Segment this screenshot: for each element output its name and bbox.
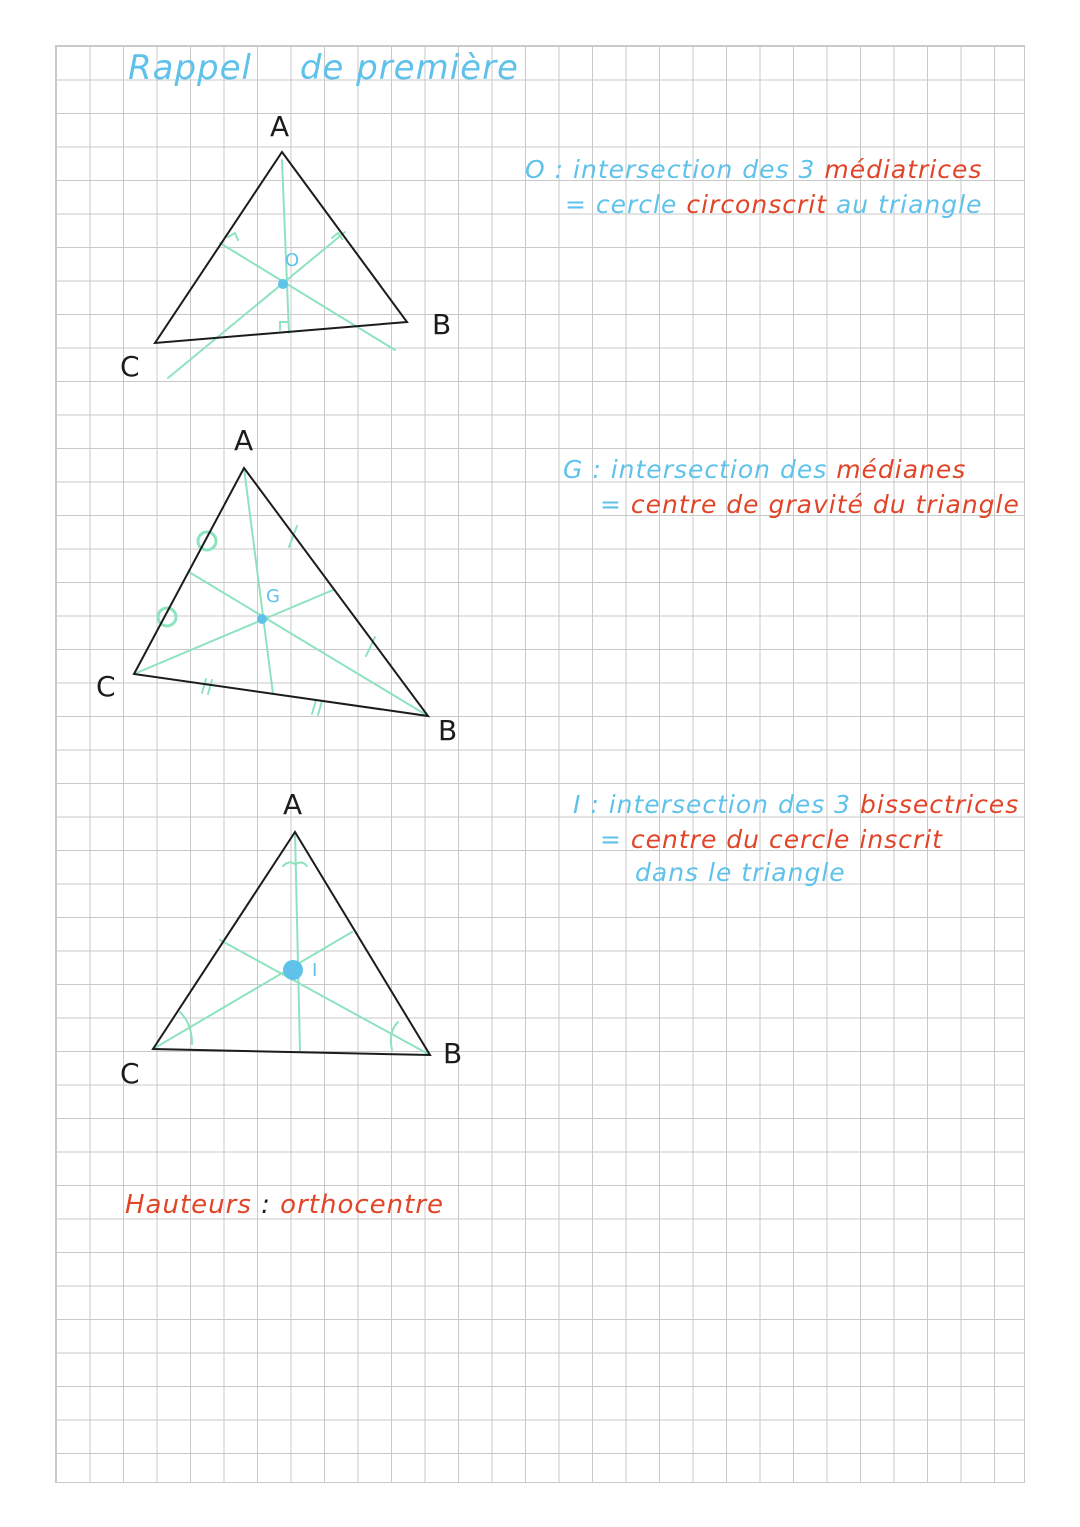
angle-bisector-from-a [295, 832, 300, 1052]
angle-mark-a-1 [283, 862, 295, 866]
angle-mark-c [180, 1012, 192, 1044]
vertex-label-c-2: C [96, 670, 116, 703]
title-part-2: de première [299, 48, 519, 88]
vertex-label-a-1: A [270, 110, 290, 143]
note-centroid-line-2: = centre de gravité du triangle [600, 490, 1020, 519]
note-incenter-line-3: dans le triangle [635, 858, 846, 887]
angle-bisector-from-c [153, 932, 352, 1049]
vertex-label-b-2: B [438, 714, 458, 747]
note-incenter-line-2: = centre du cercle inscrit [600, 825, 943, 854]
angle-bisector-from-b [220, 940, 430, 1055]
note-circumcenter-line-1: O : intersection des 3 médiatrices [525, 155, 983, 184]
triangle-abc-3 [153, 832, 430, 1055]
incenter-point [283, 960, 303, 980]
vertex-label-b-3: B [443, 1037, 463, 1070]
center-label-g: G [266, 586, 280, 607]
vertex-label-a-3: A [283, 788, 303, 821]
center-label-i: I [312, 960, 318, 981]
note-incenter-line-1: I : intersection des 3 bissectrices [573, 790, 1020, 819]
vertex-label-c-3: C [120, 1057, 140, 1090]
vertex-label-a-2: A [234, 424, 254, 457]
note-centroid-line-1: G : intersection des médianes [563, 455, 967, 484]
vertex-label-b-1: B [432, 308, 452, 341]
angle-mark-a-2 [296, 862, 307, 866]
title-part-1: Rappel [128, 48, 252, 88]
center-label-o: O [285, 250, 300, 271]
vertex-label-c-1: C [120, 350, 140, 383]
note-heights: Hauteurs : orthocentre [125, 1190, 444, 1220]
note-circumcenter-line-2: = cercle circonscrit au triangle [565, 190, 983, 219]
